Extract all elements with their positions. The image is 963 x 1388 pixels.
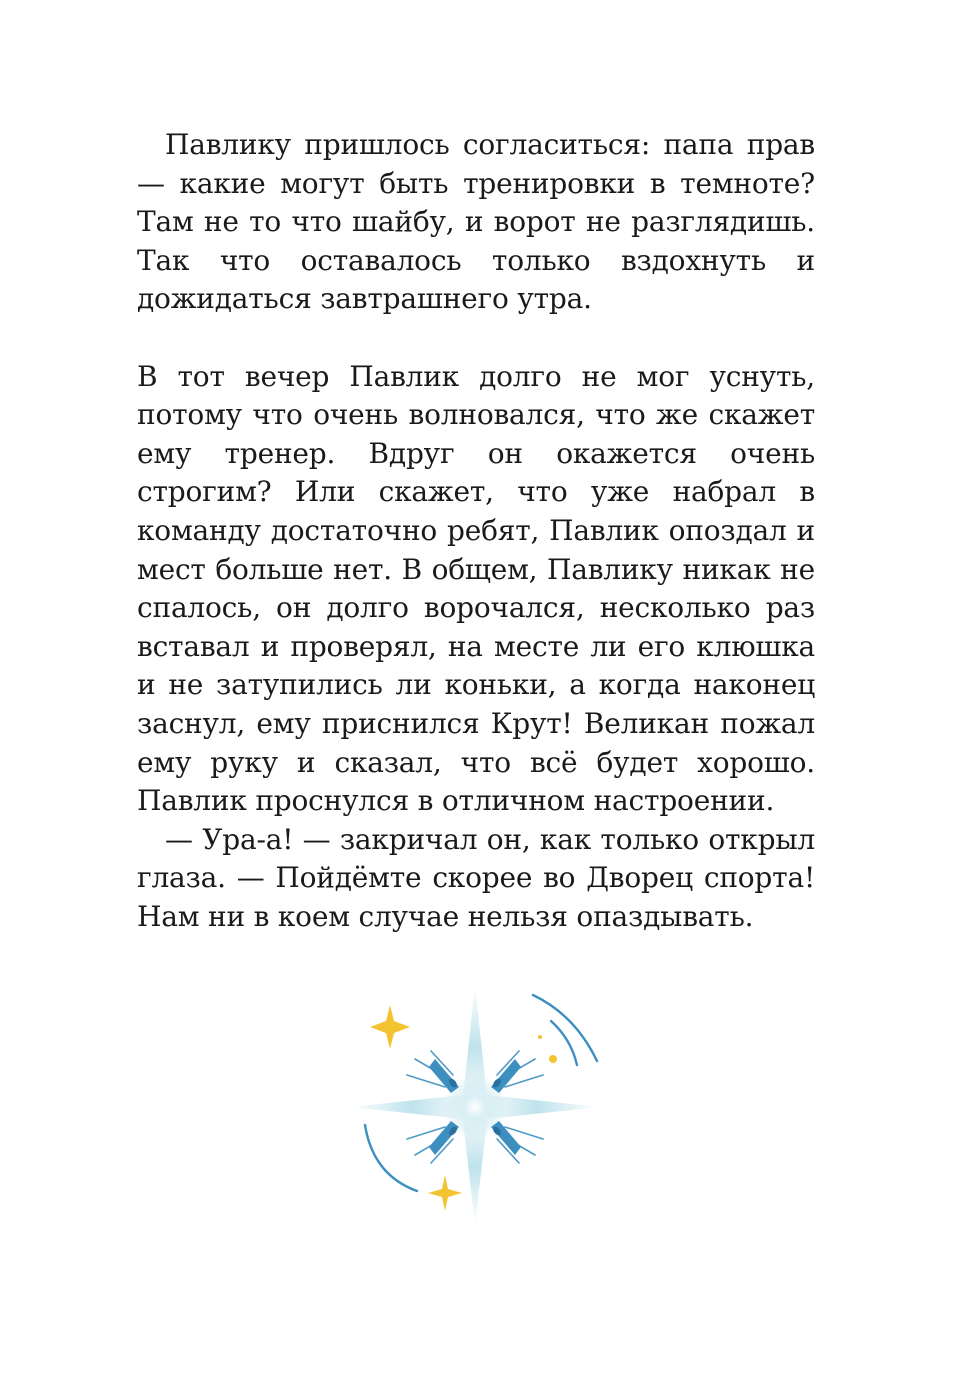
paragraph-1: Павлику пришлось согласиться: папа прав — какие могут быть тренировки в темноте? Там не то что шайбу, и ворот не разглядишь. Так что оставалось только вздохнуть и дожидаться завтрашнего утра. [137,128,815,316]
page-text [137,126,815,936]
paragraph-2: В тот вечер Павлик долго не мог уснуть, потому что очень волновался, что же скажет ему тренер. Вдруг он окажется очень строгим? Или скажет, что уже набрал в команду достаточно ребят, Павлик опоздал и мест больше нет. В общем, Павлику никак не спалось, он долго ворочался, несколько раз вставал и проверял, на месте ли его клюшка и не затупились ли коньки, а когда наконец заснул, ему приснился Крут! Великан пожал ему руку и сказал, что всё будет хорошо. Павлик проснулся в отличном настроении. [137,359,815,818]
crossed-hockey-sticks-sparkle-icon [335,975,615,1235]
paragraph-3: — Ура-а! — закричал он, как только открыл глаза. — Пойдёмте скорее во Дворец спорта! Нам ни в коем случае нельзя опаздывать. [137,822,815,933]
